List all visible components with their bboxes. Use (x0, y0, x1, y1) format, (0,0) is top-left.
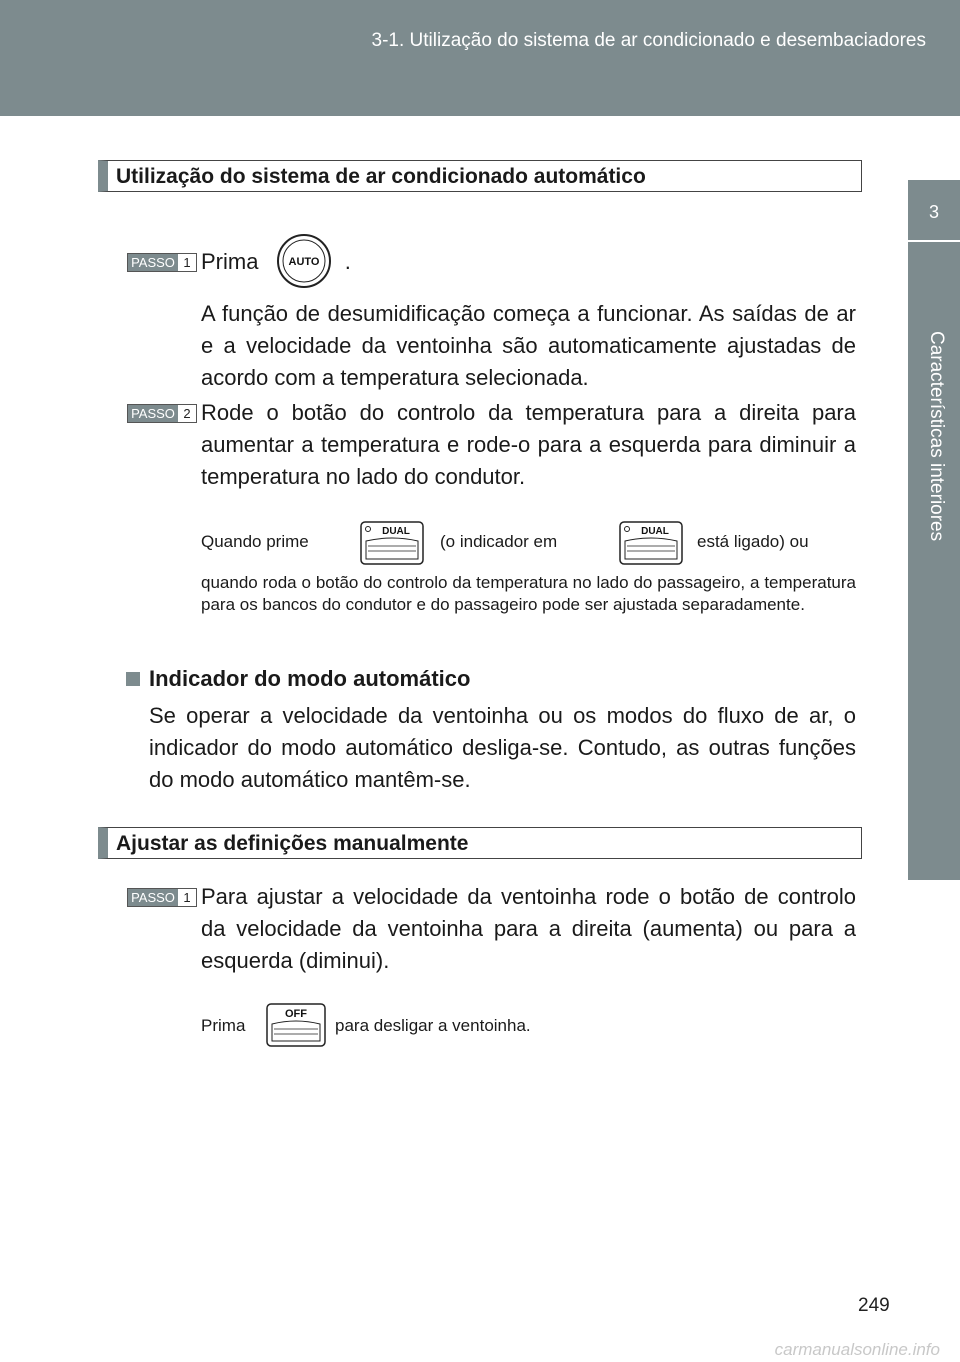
chapter-side-tab (908, 180, 960, 880)
dual-note-line2: quando roda o botão do controlo da temperatura no lado do passageiro, a temperatura para os bancos do condutor e do passageiro pode ser ajustada separadamente. (201, 573, 856, 614)
page-header (0, 0, 960, 116)
step2-instruction: Rode o botão do controlo da temperatura para a direita para aumentar a temperatura e rode-o para a esquerda para diminuir a temperatura no lado do condutor. (201, 400, 856, 489)
dual-label: DUAL (382, 526, 410, 537)
step-number: 1 (183, 255, 191, 270)
off-note-before: Prima (201, 1016, 246, 1035)
step-label: PASSO (128, 405, 178, 422)
section-heading-manual (98, 827, 862, 859)
manual-step1-instruction: Para ajustar a velocidade da ventoinha rode o botão de controlo da velocidade da ventoinha para a direita (aumenta) ou para a esquerda (diminui). (201, 884, 856, 973)
note-part1: Quando prime (201, 532, 309, 551)
off-button-icon (266, 1003, 326, 1047)
step1-period: . (344, 249, 351, 274)
chapter-label: Características interiores (926, 331, 947, 542)
step1-description: A função de desumidificação começa a funcionar. As saídas de ar e a velocidade da ventoinha são automaticamente ajustadas de acordo com a temperatura selecionada. (201, 301, 856, 390)
note-part3: está ligado) ou (697, 532, 809, 551)
page-number: 249 (858, 1295, 890, 1316)
subsection-title: Indicador do modo automático (149, 666, 471, 691)
off-label: OFF (285, 1008, 307, 1020)
step-number: 2 (183, 406, 191, 421)
dual-label: DUAL (641, 526, 669, 537)
step1-prima: Prima (201, 249, 259, 274)
dual-indicator-icon (619, 521, 683, 565)
auto-label: AUTO (288, 256, 320, 269)
step1-instruction (201, 246, 856, 278)
square-bullet-icon (126, 672, 140, 686)
note-part2: (o indicador em (440, 532, 558, 551)
tab-divider (908, 240, 960, 242)
step-label: PASSO (128, 254, 178, 271)
step-badge-manual-1 (127, 888, 197, 907)
step-label: PASSO (128, 889, 178, 906)
section-heading-automatic (98, 160, 862, 192)
dual-button-icon (360, 521, 424, 565)
subsection-text: Se operar a velocidade da ventoinha ou os modos do fluxo de ar, o indicador do modo automático desliga-se. Contudo, as outras funções do modo automático mantêm-se. (149, 703, 856, 792)
chapter-number: 3 (928, 202, 939, 222)
chapter-title: 3-1. Utilização do sistema de ar condicionado e desembaciadores (371, 30, 926, 51)
step-badge-1 (127, 253, 197, 272)
off-note-after: para desligar a ventoinha. (335, 1016, 531, 1035)
dual-note-line1 (201, 521, 856, 565)
watermark: carmanualsonline.info (774, 1340, 940, 1359)
step-number: 1 (183, 890, 191, 905)
auto-button-icon (275, 232, 333, 290)
section-title: Utilização do sistema de ar condicionado automático (116, 165, 646, 188)
section-title: Ajustar as definições manualmente (116, 832, 469, 855)
step-badge-2 (127, 404, 197, 423)
off-note (201, 1003, 856, 1047)
